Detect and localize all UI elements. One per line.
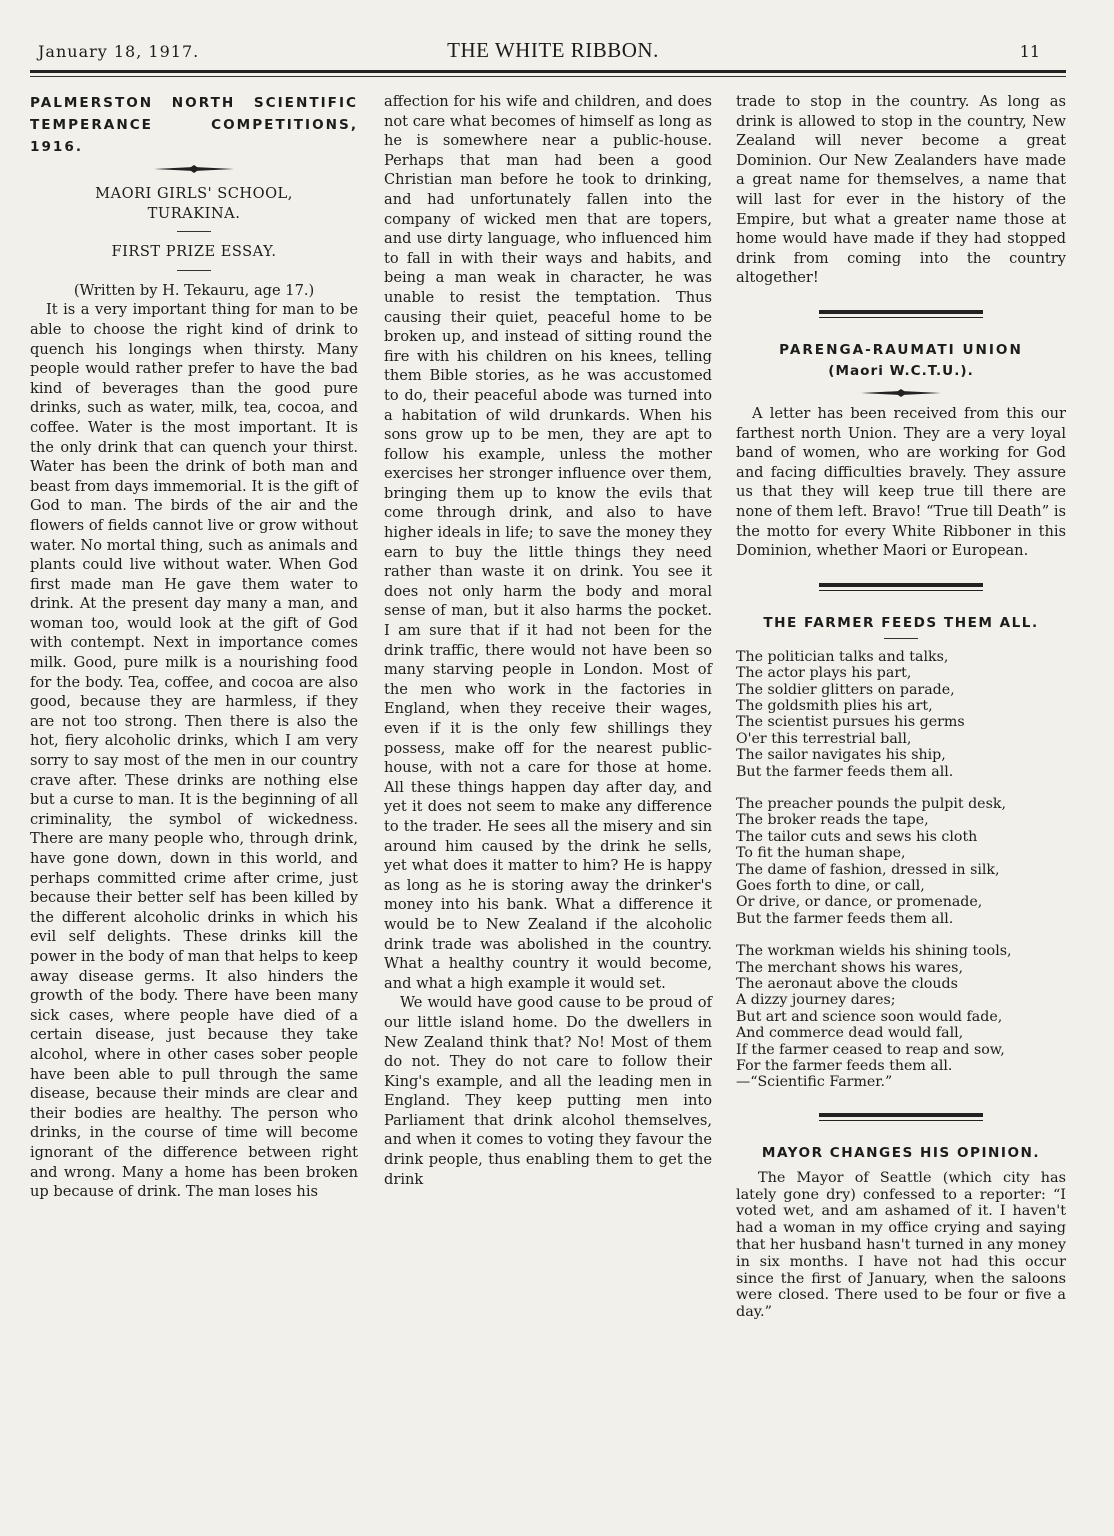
poem-line: The aeronaut above the clouds (736, 976, 958, 992)
poem-line: Or drive, or dance, or promenade, (736, 894, 983, 911)
poem-line: But the farmer feeds them all. (736, 763, 954, 780)
poem-stanza-1 (736, 649, 1066, 780)
union-report: A letter has been received from this our farthest north Union. They are a very loyal band of women, who are working for God and facing difficulties bravely. They assure us that they will keep true till there are none of them left. Bravo! “True till Death” is the motto for every White Ribboner in this Dominion, whether Maori or European. (736, 404, 1066, 560)
short-rule (177, 231, 211, 232)
essay-conclusion: trade to stop in the country. As long as drink is allowed to stop in the country, New Zealand will never become a great Dominion. Our New Zealanders have made a great name for themselves, a name that will last for ever in the history of the Empire, but what a greater name those at home would have made if they had stopped drink from coming into the country altogether! (736, 93, 1066, 287)
ornament-divider-icon (861, 388, 941, 398)
essay-body: It is a very important thing for man to be able to choose the right kind of drink to quench his longings when thirsty. Many people would rather prefer to have the bad kind of beverages than the good pure drinks, such as water, milk, tea, cocoa, and coffee. Water is the most important. It is the only drink that can quench your thirst. Water has been the drink of both man and beast from days immemorial. It is the gift of God to man. The birds of the air and the flowers of fields cannot live or grow without water. No mortal thing, such as animals and plants could live without water. When God first made man He gave them water to drink. At the present day many a man, and woman too, would look at the gift of God with contempt. Next in importance comes milk. Good, pure milk is a nourishing food for the body. Tea, coffee, and cocoa are also good, because they are harmless, if they are not too strong. Then there is also the hot, fiery alcoholic drinks, which I am very sorry to say most of the men in our country crave after. These drinks are nothing else but a curse to man. It is the beginning of all criminality, the symbol of wickedness. There are many people who, through drink, have gone down, down in this world, and perhaps committed crime after crime, just because their better self has been killed by the different alcoholic drinks in which his evil self delights. These drinks kill the power in the body of man that helps to keep away disease germs. It also hinders the growth of the body. There have been many sick cases, where people have died of a certain disease, just because they take alcohol, where in other cases sober people have been able to pull through the same disease, because their minds are clear and their bodies are healthy. The person who drinks, in the course of time will become ignorant of the difference between right and wrong. Many a home has been broken up because of drink. The man loses his (30, 301, 358, 1201)
masthead-title: THE WHITE RIBBON. (447, 38, 659, 62)
poem-line: The merchant shows his wares, (736, 959, 963, 976)
poem-line: But art and science soon would fade, (736, 1008, 1003, 1025)
school-name: MAORI GIRLS' SCHOOL, (95, 185, 293, 202)
poem-line: To fit the human shape, (736, 845, 906, 862)
mayor-article: The Mayor of Seattle (which city has lately gone dry) confessed to a reporter: “I voted wet, and am ashamed of it. I haven't had a woman in my office crying and saying that her husband hasn't turned in any money in six months. I have not had this occur since the first of January, when the saloons were closed. There used to be four or five a day.” (736, 1169, 1066, 1321)
poem-attribution: —“Scientific Farmer.” (736, 1074, 893, 1091)
poem-line: But the farmer feeds them all. (736, 910, 954, 927)
poem-line: The politician talks and talks, (736, 648, 949, 665)
poem-line: The broker reads the tape, (736, 812, 929, 829)
column-1 (30, 92, 358, 1202)
poem-line: And commerce dead would fall, (736, 1025, 964, 1042)
essay-title: FIRST PRIZE ESSAY. (111, 243, 277, 261)
school-location: TURAKINA. (147, 204, 241, 222)
poem-line: The workman wields his shining tools, (736, 943, 1012, 960)
section-divider (819, 1113, 983, 1121)
poem-line: Goes forth to dine, or call, (736, 877, 925, 894)
mayor-heading: MAYOR CHANGES HIS OPINION. (761, 1144, 1041, 1161)
column-2 (384, 92, 712, 1189)
page-header (36, 38, 1070, 66)
column-3 (736, 92, 1066, 1321)
poem-line: The dame of fashion, dressed in silk, (736, 861, 1000, 878)
essay-continued-2: We would have good cause to be proud of our little island home. Do the dwellers in New Zealand think that? No! Most of them do not. They do not care to follow their King's example, and all the leading men in England. They keep putting men into Parliament that drink alcohol themselves, and when it comes to voting they favour the drink people, thus enabling them to get the drink (384, 994, 712, 1188)
poem-stanza-3 (736, 943, 1066, 1091)
poem-line: The goldsmith plies his art, (736, 697, 933, 714)
poem-line: The sailor navigates his ship, (736, 747, 946, 764)
poem-heading: THE FARMER FEEDS THEM ALL. (763, 614, 1039, 631)
ornament-divider-icon (154, 164, 234, 174)
poem-line: The scientist pursues his germs (736, 714, 965, 731)
header-rule (30, 70, 1066, 73)
page-number: 11 (1019, 42, 1040, 61)
poem-line: If the farmer ceased to reap and sow, (736, 1041, 1005, 1058)
poem-line: The preacher pounds the pulpit desk, (736, 795, 1006, 812)
essay-byline: (Written by H. Tekauru, age 17.) (73, 281, 315, 299)
poem-stanza-2 (736, 796, 1066, 927)
union-subheading: (Maori W.C.T.U.). (828, 362, 974, 379)
poem-line: For the farmer feeds them all. (736, 1058, 953, 1075)
header-rule-thin (30, 76, 1066, 77)
short-rule (177, 270, 211, 271)
section-divider (819, 310, 983, 318)
section-divider (819, 583, 983, 591)
poem-line: O'er this terrestrial ball, (736, 730, 912, 747)
competition-heading: PALMERSTON NORTH SCIENTIFIC TEMPERANCE COMPETITIONS, 1916. (30, 95, 358, 155)
poem-line: A dizzy journey dares; (736, 992, 896, 1009)
issue-date: January 18, 1917. (38, 42, 200, 61)
poem-line: The actor plays his part, (736, 665, 912, 682)
essay-continued: affection for his wife and children, and does not care what becomes of himself as long as he is somewhere near a public-house. Perhaps that man had been a good Christian man before he took to drinking, and had unfortunately fallen into the company of wicked men that are topers, and use dirty language, who influenced him to fall in with their ways and habits, and being a man weak in character, he was unable to resist the temptation. Thus causing their quiet, peaceful home to be broken up, and instead of sitting round the fire with his children on his knees, telling them Bible stories, as he was accustomed to do, their peaceful abode was turned into a habitation of wild drunkards. When his sons grow up to be men, they are apt to follow his example, unless the mother exercises her stronger influence over them, bringing them up to know the evils that come through drink, and also to have higher ideals in life; to save the money they earn to buy the little things they need rather than waste it on drink. You see it does not only harm the body and moral sense of man, but it also harms the pocket. I am sure that if it had not been for the drink traffic, there would not have been so many starving people in London. Most of the men who work in the factories in England, when they receive their wages, even if it is the only few shillings they possess, make off for the nearest public-house, with not a care for those at home. All these things happen day after day, and yet it does not seem to make any difference to the trader. He sees all the misery and sin around him caused by the drink he sells, yet what does it matter to him? He is happy as long as he is storing away the drinker's money into his bank. What a difference it would be to New Zealand if the alcoholic drink trade was abolished in the country. What a healthy country it would become, and what a high example it would set. (384, 93, 712, 992)
short-rule (884, 638, 918, 639)
poem-line: The soldier glitters on parade, (736, 681, 955, 698)
union-heading: PARENGA-RAUMATI UNION (779, 341, 1023, 358)
poem-line: The tailor cuts and sews his cloth (736, 828, 978, 845)
